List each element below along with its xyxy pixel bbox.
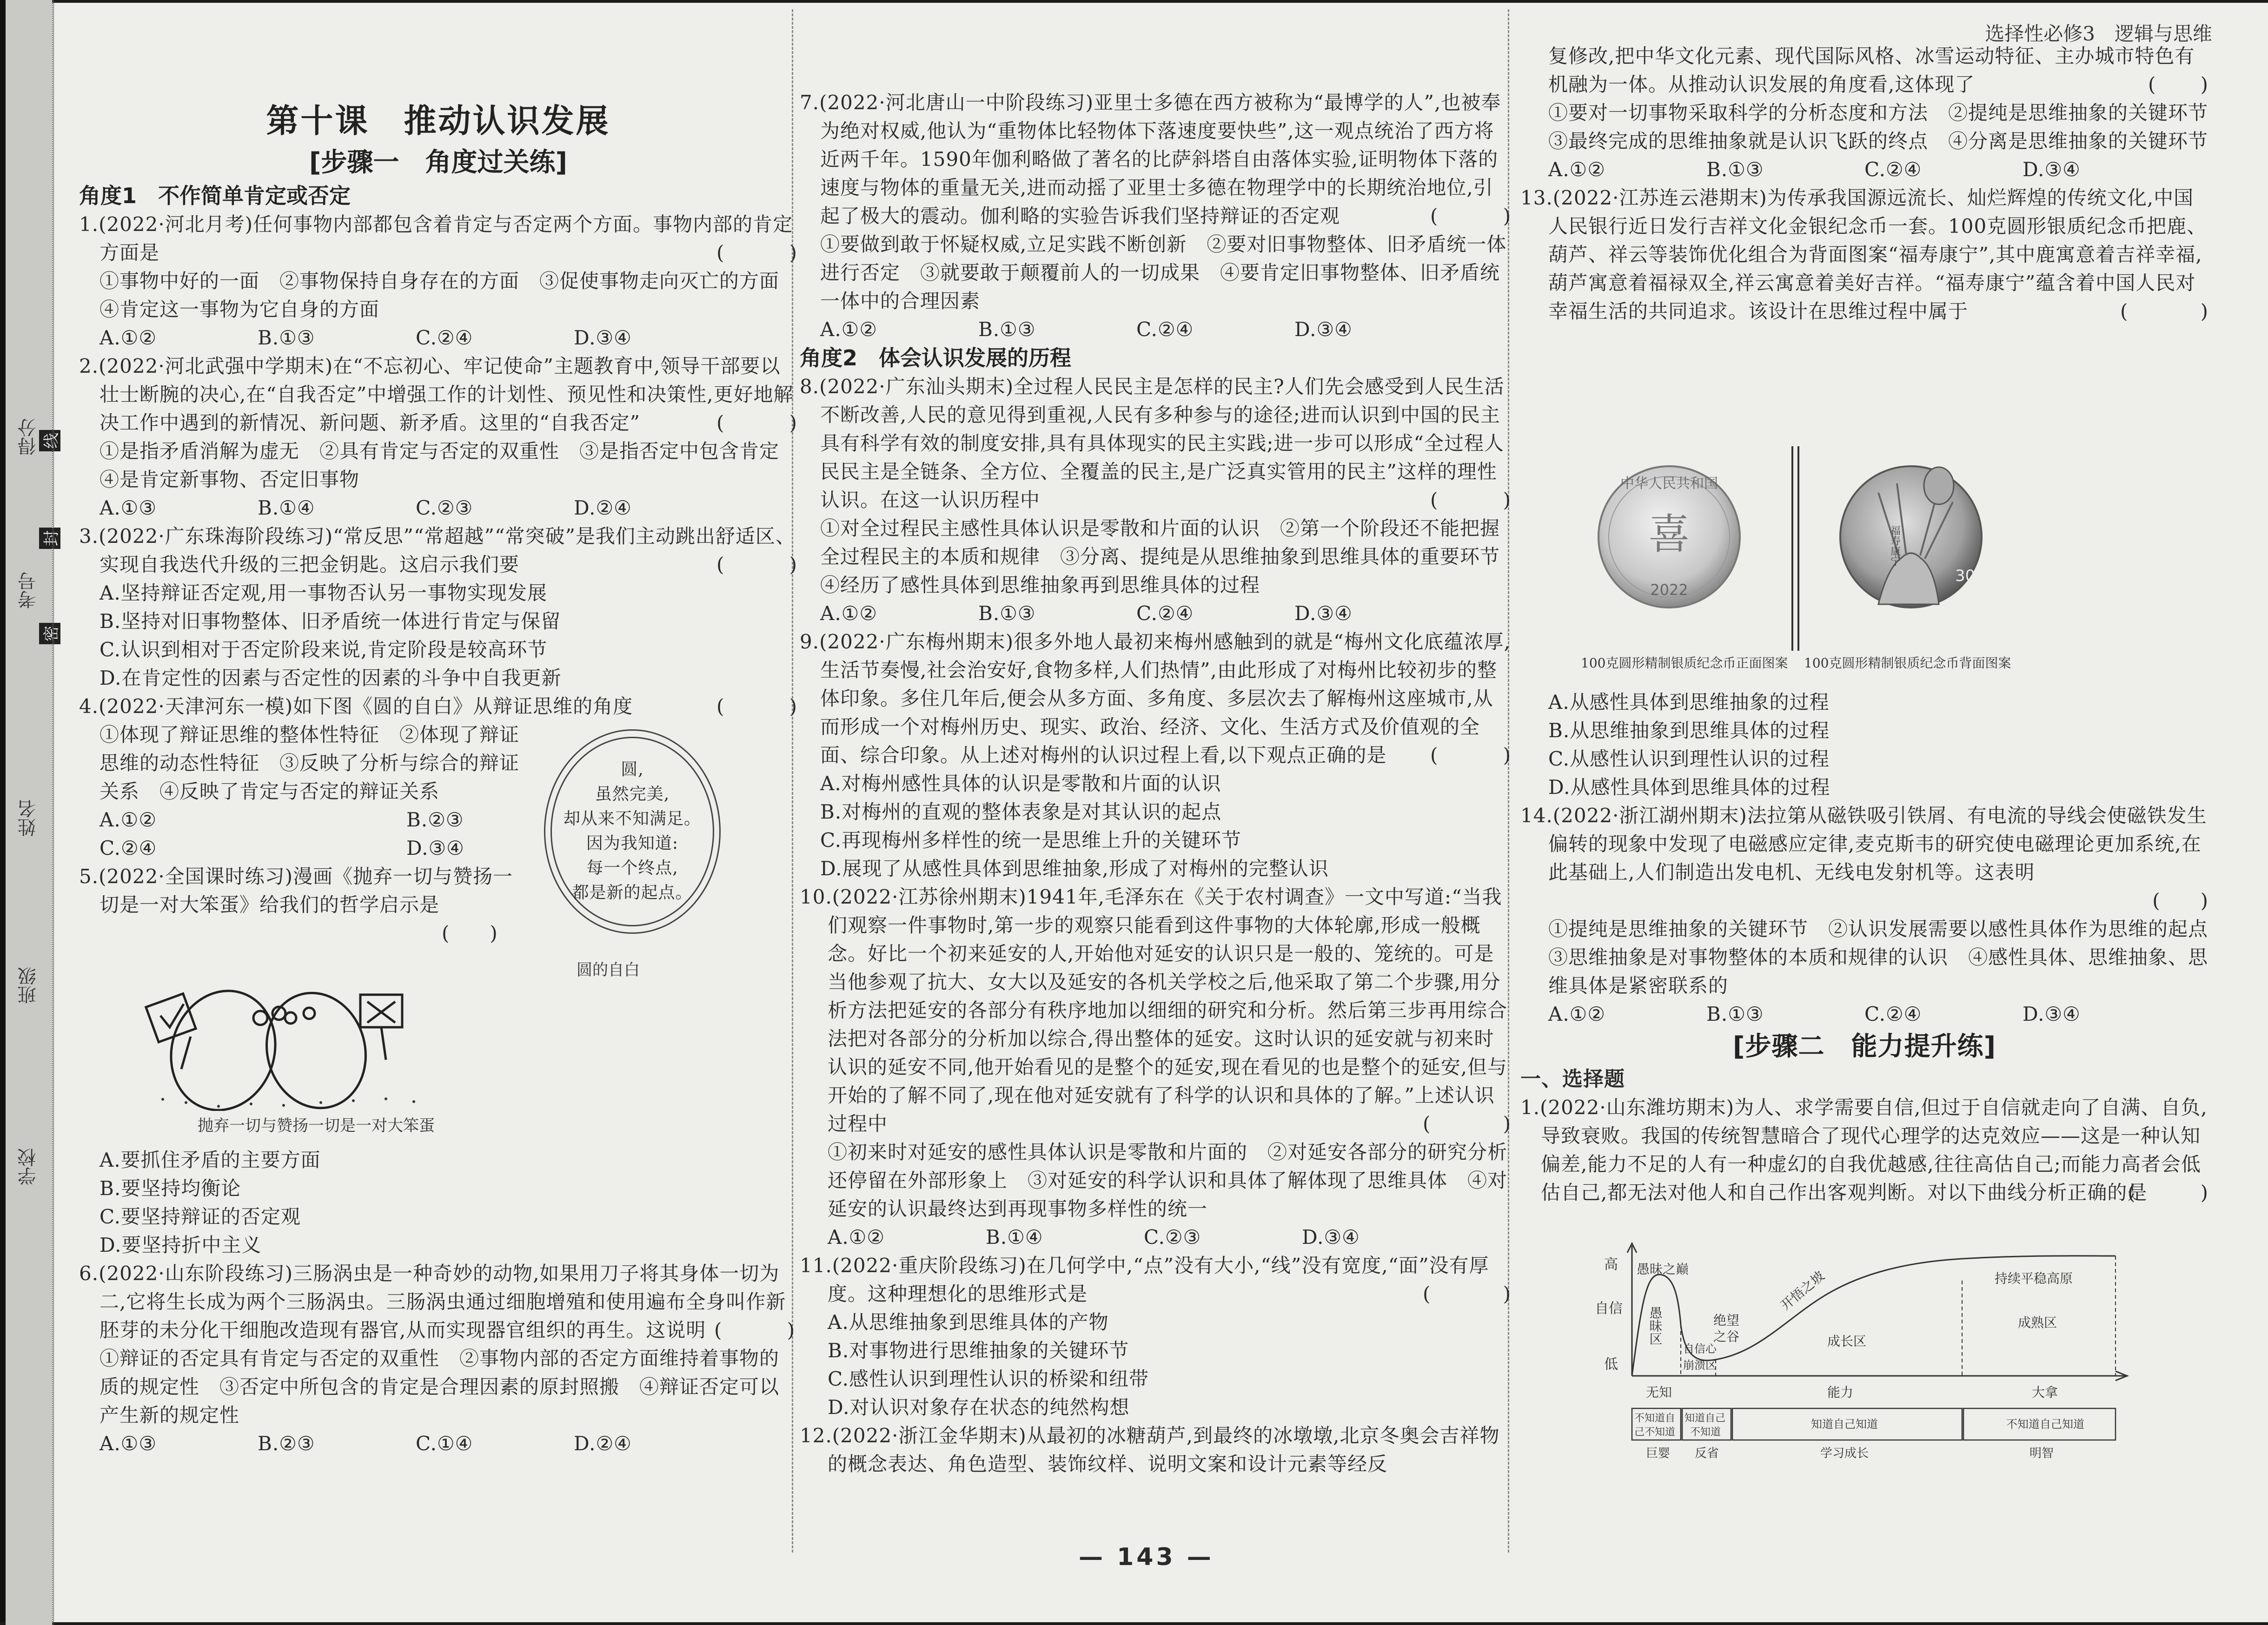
question-2: [79, 352, 800, 522]
answer-choices: [800, 315, 1511, 343]
question-stem: 8.(2022·广东汕头期末)全过程人民民主是怎样的民主?人们先会感受到人民生活不断改善,人民的意见得到重视,人民有多种参与的途径;进而认识到中国的民主具有科学有效的制度安排,具有具体现实的民主实践;进一步可以形成“全过程人民民主是全链条、全方位、全覆盖的民主,是广泛真实管用的民主”这样的理性认识。在这一认识历程中: [800, 375, 1505, 511]
choice-c[interactable]: C.再现梅州多样性的统一是思维上升的关键环节: [820, 829, 1241, 852]
running-header: 选择性必修3 逻辑与思维: [1985, 22, 2212, 45]
poem-line: 因为我知道:: [586, 834, 679, 853]
choice-a[interactable]: A.①②: [820, 318, 877, 341]
choice-d[interactable]: D.展现了从感性具体到思维抽象,形成了对梅州的完整认识: [820, 857, 1329, 880]
box-2-line2: 不知道: [1690, 1427, 1721, 1438]
box-label-2: 反省: [1695, 1447, 1719, 1460]
question-stem: 1.(2022·山东潍坊期末)为人、求学需要自信,但过于自信就走向了自满、自负,导致衰败。我国的传统智慧暗合了现代心理学的达克效应——这是一种认知偏差,能力不足的人有一种虚幻的自我优越感,往往高估自己;而能力高者会低估自己,都无法对他人和自己作出客观判断。对以下曲线分析正确的是: [1520, 1096, 2208, 1204]
question-5: [79, 862, 797, 947]
answer-choices: [1520, 155, 2208, 184]
choice-b[interactable]: B.坚持对旧事物整体、旧矛盾统一体进行肯定与保留: [99, 610, 561, 633]
coin-back-caption: 100克圆形精制银质纪念币背面图案: [1804, 655, 2011, 671]
choice-d[interactable]: D.②④: [574, 1432, 632, 1455]
answer-choices: [79, 1429, 795, 1458]
coin-motto: 福寿康宁: [1889, 525, 1901, 566]
answer-blank[interactable]: ( ): [716, 411, 797, 434]
two-eggs-cartoon: [144, 981, 479, 1111]
choice-c[interactable]: C.②④: [99, 837, 157, 859]
choice-d[interactable]: D.③④: [406, 837, 464, 859]
choice-a[interactable]: A.①②: [1548, 1003, 1605, 1025]
y-tick-high: 高: [1604, 1256, 1618, 1273]
choice-a[interactable]: A.①②: [820, 602, 877, 625]
box-label-3: 学习成长: [1820, 1447, 1869, 1460]
binding-field-exam-number: [14, 572, 42, 609]
peak-label: 愚昧之巅: [1637, 1262, 1689, 1277]
question-items: ①体现了辩证思维的整体性特征 ②体现了辩证思维的动态性特征 ③反映了分析与综合的辩证关系 ④反映了肯定与否定的辩证关系: [99, 723, 520, 803]
answer-blank[interactable]: ( ): [714, 1319, 795, 1341]
box-1-line1: 不知道自: [1634, 1413, 1676, 1424]
column-left: [79, 0, 800, 1625]
question-stem: 11.(2022·重庆阶段练习)在几何学中,“点”没有大小,“线”没有宽度,“面”没有厚度。这种理想化的思维形式是: [800, 1254, 1489, 1305]
choice-c[interactable]: C.②④: [1864, 158, 1922, 181]
choice-c[interactable]: C.要坚持辩证的否定观: [99, 1205, 301, 1228]
zone-collapse-2: 崩溃区: [1683, 1359, 1717, 1372]
question-items: ①要对一切事物采取科学的分析态度和方法 ②提纯是思维抽象的关键环节 ③最终完成的思维抽象就是认识飞跃的终点 ④分离是思维抽象的关键环节: [1548, 101, 2228, 152]
choice-b[interactable]: B.②③: [406, 808, 464, 831]
answer-blank[interactable]: ( ): [1430, 489, 1511, 511]
column-middle: [800, 0, 1520, 1625]
box-label-1: 巨婴: [1646, 1447, 1671, 1460]
question-items: ①提纯是思维抽象的关键环节 ②认识发展需要以感性具体作为思维的起点 ③思维抽象是对事物整体的本质和规律的认识 ④感性具体、思维抽象、思维具体是紧密联系的: [1548, 918, 2228, 997]
question-stem: 3.(2022·广东珠海阶段练习)“常反思”“常超越”“常突破”是我们主动跳出舒适区、实现自我迭代升级的三把金钥匙。这启示我们要: [79, 525, 796, 576]
box-1-line2: 己不知道: [1634, 1427, 1676, 1438]
binding-strip: [6, 0, 52, 1625]
y-tick-low: 低: [1604, 1356, 1618, 1373]
practice-question-1: [1520, 1093, 2208, 1207]
lesson-title: 第十课 推动认识发展: [266, 101, 610, 140]
choice-d[interactable]: D.对认识对象存在状态的纯然构想: [828, 1396, 1130, 1419]
question-items: ①是指矛盾消解为虚无 ②具有肯定与否定的双重性 ③是指否定中包含肯定 ④是肯定新事物、否定旧事物: [99, 440, 800, 491]
poem-line: 圆,: [621, 760, 644, 779]
choice-a[interactable]: A.①②: [99, 326, 157, 349]
zone-growth: 成长区: [1827, 1334, 1867, 1349]
choice-b[interactable]: B.要坚持均衡论: [99, 1177, 241, 1200]
question-3: [79, 522, 797, 692]
valley-label-2: 之谷: [1713, 1329, 1740, 1344]
step1-title: [步骤一 角度过关练]: [309, 147, 568, 178]
coin-value: 30元: [1955, 567, 1991, 585]
box-4: 不知道自己知道: [2006, 1418, 2084, 1431]
choice-a[interactable]: A.①②: [1548, 158, 1605, 181]
zone-collapse: 自信心: [1683, 1342, 1717, 1355]
choice-d[interactable]: D.从感性具体到思维具体的过程: [1548, 776, 1830, 799]
choice-b[interactable]: B.②③: [258, 1432, 315, 1455]
x-label-ability: 能力: [1827, 1385, 1854, 1400]
question-9: [800, 628, 1511, 883]
question-items: ①对全过程民主感性具体认识是零散和片面的认识 ②第一个阶段还不能把握全过程民主的本质和规律 ③分离、提纯是从思维抽象到思维具体的重要环节 ④经历了感性具体到思维抽象再到思维具体的过程: [820, 517, 1520, 596]
binding-label: 姓名: [17, 799, 39, 837]
coin-rim-text: 中华人民共和国: [1620, 476, 1718, 492]
binding-cut-line: [52, 0, 54, 1625]
choice-c[interactable]: C.①④: [416, 1432, 473, 1455]
column-right: [1520, 0, 2228, 1625]
question-5-options: [79, 1146, 795, 1458]
svg-text:喜: 喜: [1648, 510, 1690, 559]
x-label-master: 大拿: [2032, 1385, 2058, 1400]
answer-choices: [1520, 1000, 2208, 1028]
question-items: ①初来时对延安的感性具体认识是零散和片面的 ②对延安各部分的研究分析还停留在外部形象上 ③对延安的科学认识和具体了解体现了思维具体 ④对延安的认识最终达到再现事物多样性的统一: [828, 1141, 1508, 1220]
question-stem: 14.(2022·浙江湖州期末)法拉第从磁铁吸引铁屑、有电流的导线会使磁铁发生偏转的现象中发现了电磁感应定律,麦克斯韦的研究使电磁理论更加系统,在此基础上,人们制造出发电机、无线电发射机等。这表明: [1520, 804, 2207, 884]
choice-a[interactable]: A.从感性具体到思维抽象的过程: [1548, 691, 1830, 713]
poem-line: 每一个终点,: [586, 859, 678, 878]
answer-blank[interactable]: ( ): [2148, 73, 2208, 96]
binding-field-class: [14, 967, 42, 1004]
choice-a[interactable]: A.①②: [99, 808, 157, 831]
choice-b[interactable]: B.从思维抽象到思维具体的过程: [1548, 719, 1830, 742]
answer-blank-row: [1520, 886, 2208, 915]
question-items: ①辩证的否定具有肯定与否定的双重性 ②事物内部的否定方面维持着事物的质的规定性 ③否定中所包含的肯定是合理因素的原封照搬 ④辩证否定可以产生新的规定性: [99, 1347, 780, 1427]
dunning-kruger-chart: [1562, 1236, 2185, 1562]
choice-b[interactable]: B.对事物进行思维抽象的关键环节: [828, 1339, 1129, 1362]
answer-blank[interactable]: ( ): [2120, 300, 2208, 323]
binding-label: 考号: [17, 572, 39, 609]
question-8: [800, 372, 1520, 628]
poem-line: 虽然完美,: [595, 785, 670, 804]
choice-d[interactable]: D.③④: [574, 326, 632, 349]
choice-a[interactable]: A.对梅州感性具体的认识是零散和片面的认识: [820, 772, 1221, 795]
answer-blank[interactable]: ( ): [442, 922, 498, 945]
choice-d[interactable]: D.③④: [1294, 602, 1353, 625]
choice-a[interactable]: A.坚持辩证否定观,用一事物否认另一事物实现发展: [99, 581, 548, 604]
coin-year: 2022: [1650, 581, 1688, 599]
choice-d[interactable]: D.③④: [2023, 158, 2081, 181]
box-label-4: 明智: [2029, 1447, 2054, 1460]
choice-d[interactable]: D.在肯定性的因素与否定性的因素的斗争中自我更新: [99, 667, 562, 689]
angle2-title: 角度2 体会认识发展的历程: [800, 345, 1072, 370]
question-7: [800, 88, 1511, 343]
question-stem: 9.(2022·广东梅州期末)很多外地人最初来梅州感触到的就是“梅州文化底蕴浓厚,生活节奏慢,社会治安好,食物多样,人们热情”,由此形成了对梅州比较初步的整体印象。多住几年后,便会从多方面、多角度、多层次去了解梅州这座城市,从而形成一个对梅州历史、现实、政治、经济、文化、生活方式及价值观的全面、综合印象。从上述对梅州的认识过程上看,以下观点正确的是: [800, 630, 1511, 766]
choice-c[interactable]: C.②④: [1136, 318, 1194, 341]
question-12-part2: [1520, 42, 2228, 184]
question-stem: 2.(2022·河北武强中学期末)在“不忘初心、牢记使命”主题教育中,领导干部要以壮士断腕的决心,在“自我否定”中增强工作的计划性、预见性和决策性,更好地解决工作中遇到的新情况、新问题、新矛盾。这里的“自我否定”: [79, 355, 794, 434]
question-stem: 4.(2022·天津河东一模)如下图《圆的自白》从辩证思维的角度: [79, 695, 633, 718]
plateau-label: 持续平稳高原: [1995, 1271, 2073, 1286]
question-stem: 7.(2022·河北唐山一中阶段练习)亚里士多德在西方被称为“最博学的人”,也被奉为绝对权威,他认为“重物体比轻物体下落速度要快些”,这一观点统治了西方将近两千年。1590年伽利略做了著名的比萨斜塔自由落体实验,证明物体下落的速度与物体的重量无关,进而动摇了亚里士多德在物理学中的长期统治地位,引起了极大的震动。伽利略的实验告诉我们坚持辩证的否定观: [800, 91, 1501, 227]
answer-choices: [79, 324, 797, 352]
figure-caption: 圆的自白: [577, 961, 640, 979]
coins-image: [1553, 428, 2167, 651]
answer-blank[interactable]: ( ): [716, 553, 797, 576]
step2-title: [步骤二 能力提升练]: [1732, 1031, 1996, 1062]
answer-blank[interactable]: ( ): [2128, 1181, 2208, 1204]
section-choice-title: 一、选择题: [1520, 1067, 1625, 1091]
coin-front-caption: 100克圆形精制银质纪念币正面图案: [1581, 655, 1788, 671]
choice-b[interactable]: B.①④: [986, 1226, 1043, 1248]
choice-a[interactable]: A.①②: [828, 1226, 885, 1248]
y-axis-label: 自信: [1595, 1301, 1623, 1317]
answer-blank[interactable]: ( ): [716, 695, 797, 718]
choice-c[interactable]: C.②③: [416, 496, 473, 519]
answer-blank[interactable]: ( ): [1423, 1282, 1511, 1305]
seal-seal: 封: [39, 528, 60, 549]
choice-b[interactable]: B.①③: [1706, 1003, 1764, 1025]
choice-a[interactable]: A.①③: [99, 496, 157, 519]
answer-blank[interactable]: ( ): [1423, 1112, 1511, 1135]
binding-label: 得分: [17, 418, 39, 456]
question-14: [1520, 801, 2228, 1028]
answer-blank[interactable]: ( ): [1430, 205, 1511, 227]
choice-c[interactable]: C.②④: [1864, 1003, 1922, 1025]
box-2-line1: 知道自己: [1684, 1413, 1726, 1424]
answer-blank[interactable]: ( ): [716, 241, 797, 264]
question-12-part1: [800, 1421, 1511, 1478]
choice-c[interactable]: C.从感性认识到理性认识的过程: [1548, 747, 1830, 770]
binding-label: 班级: [17, 967, 39, 1004]
valley-label: 绝望: [1713, 1313, 1740, 1328]
zone-ignorance: 愚昧区: [1647, 1306, 1663, 1345]
question-stem: 复修改,把中华文化元素、现代国际风格、冰雪运动特征、主办城市特色有机融为一体。从推动认识发展的角度看,这体现了: [1548, 45, 2195, 96]
answer-blank[interactable]: ( ): [1430, 744, 1511, 766]
choice-c[interactable]: C.②③: [1144, 1226, 1201, 1248]
question-stem: 6.(2022·山东阶段练习)三肠涡虫是一种奇妙的动物,如果用刀子将其身体一切为二,它将生长成为两个三肠涡虫。三肠涡虫通过细胞增殖和使用遍布全身叫作新胚芽的未分化干细胞改造现有器官,从而实现器官组织的再生。这说明: [79, 1262, 786, 1341]
seal-line: 线: [39, 430, 60, 451]
poem-line: 却从来不知满足。: [563, 809, 701, 828]
question-stem: 1.(2022·河北月考)任何事物内部都包含着肯定与否定两个方面。事物内部的肯定方面是: [79, 213, 793, 264]
choice-c[interactable]: C.认识到相对于否定阶段来说,肯定阶段是较高环节: [99, 638, 548, 661]
choice-a[interactable]: A.从思维抽象到思维具体的产物: [828, 1311, 1109, 1334]
figure-caption: 抛弃一切与赞扬一切是一对大笨蛋: [198, 1116, 435, 1135]
choice-b[interactable]: B.①③: [258, 326, 315, 349]
scan-edge-left: [0, 0, 6, 1625]
question-10: [800, 883, 1511, 1251]
choice-d[interactable]: D.③④: [1294, 318, 1353, 341]
page-number: — 143 —: [1079, 1543, 1214, 1571]
choice-b[interactable]: B.①③: [978, 602, 1036, 625]
choice-d[interactable]: D.要坚持折中主义: [99, 1234, 262, 1256]
box-3: 知道自己知道: [1811, 1418, 1878, 1431]
poem-line: 都是新的起点。: [572, 883, 693, 902]
question-1: [79, 210, 800, 352]
binding-field-school: [14, 1148, 42, 1185]
question-stem: 10.(2022·江苏徐州期末)1941年,毛泽东在《关于农村调查》一文中写道:“当我们观察一件事物时,第一步的观察只能看到这件事物的大体轮廓,形成一般概念。好比一个初来延安的人,开始他对延安的认识只是一般的、笼统的。可是当他参观了抗大、女大以及延安的各机关学校之后,他采取了第二个步骤,用分析方法把延安的各部分有秩序地加以细细的研究和分析。然后第三步再用综合法把对各部分的分析加以综合,得出整体的延安。这时认识的延安就与初来时认识的延安不同,他开始看见的是整个的延安,现在看见的也是整个的延安,但与开始的了解不同了,现在他对延安就有了科学的认识和具体的了解。”上述认识过程中: [800, 885, 1508, 1135]
choice-d[interactable]: D.③④: [1302, 1226, 1360, 1248]
choice-c[interactable]: C.②④: [1136, 602, 1194, 625]
question-items: ①事物中好的一面 ②事物保持自身存在的方面 ③促使事物走向灭亡的方面 ④肯定这一事物为它自身的方面: [99, 270, 800, 321]
seal-secret: 密: [39, 623, 60, 644]
coin-figure: [1553, 428, 2167, 688]
choice-b[interactable]: B.①③: [1706, 158, 1764, 181]
answer-choices: [800, 599, 1511, 628]
question-stem: 5.(2022·全国课时练习)漫画《抛弃一切与赞扬一切是一对大笨蛋》给我们的哲学启示是: [79, 865, 513, 916]
choice-a[interactable]: A.要抓住矛盾的主要方面: [99, 1149, 321, 1171]
question-13: [1520, 184, 2208, 325]
question-13-options: [1520, 688, 2228, 1207]
choice-d[interactable]: D.③④: [2023, 1003, 2081, 1025]
binding-field-name: [14, 799, 42, 837]
binding-label: 学校: [17, 1148, 39, 1185]
question-6: [79, 1259, 795, 1458]
slope-label: 开悟之坡: [1777, 1268, 1828, 1314]
zone-maturity: 成熟区: [2018, 1315, 2057, 1330]
question-stem: 12.(2022·浙江金华期末)从最初的冰糖葫芦,到最终的冰墩墩,北京冬奥会吉祥物的概念表达、角色造型、装饰纹样、说明文案和设计元素等经反: [800, 1424, 1500, 1475]
answer-choices: [79, 494, 797, 522]
answer-blank[interactable]: ( ): [2152, 889, 2208, 912]
question-items: ①要做到敢于怀疑权威,立足实践不断创新 ②要对旧事物整体、旧矛盾统一体进行否定 ③就要敢于颠覆前人的一切成果 ④要肯定旧事物整体、旧矛盾统一体中的合理因素: [820, 233, 1507, 312]
choice-c[interactable]: C.感性认识到理性认识的桥梁和纽带: [828, 1367, 1149, 1390]
question-stem: 13.(2022·江苏连云港期末)为传承我国源远流长、灿烂辉煌的传统文化,中国人民银行近日发行吉祥文化金银纪念币一套。100克圆形银质纪念币把鹿、葫芦、祥云等装饰优化组合为背面图案“福寿康宁”,其中鹿寓意着吉祥幸福,葫芦寓意着福禄双全,祥云寓意着美好吉祥。“福寿康宁”蕴含着中国人民对幸福生活的共同追求。该设计在思维过程中属于: [1520, 186, 2207, 323]
binding-field-score: [14, 418, 42, 456]
angle1-title: 角度1 不作简单肯定或否定: [79, 183, 351, 208]
question-11: [800, 1251, 1511, 1421]
choice-a[interactable]: A.①③: [99, 1432, 157, 1455]
choice-b[interactable]: B.对梅州的直观的整体表象是对其认识的起点: [820, 800, 1222, 823]
answer-choices: [800, 1223, 1511, 1251]
choice-b[interactable]: B.①④: [258, 496, 315, 519]
choice-c[interactable]: C.②④: [416, 326, 473, 349]
choice-d[interactable]: D.②④: [574, 496, 632, 519]
x-label-ignorant: 无知: [1646, 1385, 1672, 1400]
choice-b[interactable]: B.①③: [978, 318, 1036, 341]
